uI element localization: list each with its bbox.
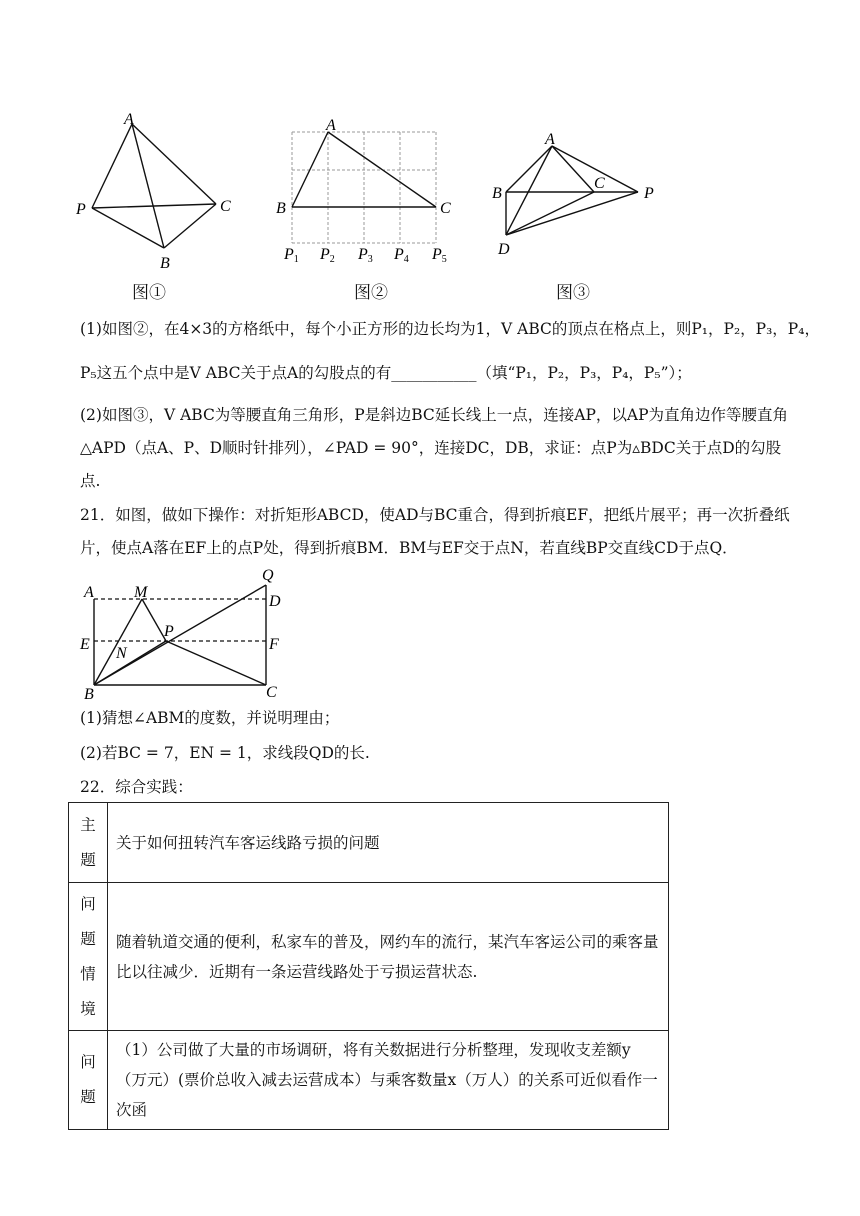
label-D: D: [498, 241, 510, 258]
label-P5: P5: [432, 246, 447, 265]
figure-2-caption: 图②: [354, 283, 388, 303]
q21-line2: 片，使点A落在EF上的点P处，得到折痕BM．BM与EF交于点N，若直线BP交直线CD于点Q．: [80, 539, 738, 557]
figure-1-caption: 图①: [132, 283, 166, 303]
label-D: D: [269, 593, 281, 610]
label-B: B: [492, 185, 502, 202]
figure-21: [76, 563, 286, 703]
row-head: 主 题: [69, 803, 108, 883]
label-P4: P4: [394, 246, 409, 265]
label-A: A: [326, 117, 336, 134]
q20-part1-line2: P₅这五个点中是V ABC关于点A的勾股点的有___________（填“P₁，P₂，P₃，P₄，P₅”）；: [80, 364, 692, 382]
figure-2: [270, 108, 470, 273]
q20-part2-line3: 点.: [80, 472, 101, 490]
q21-line1: 21．如图，做如下操作：对折矩形ABCD，使AD与BC重合，得到折痕EF，把纸片展平；再一次折叠纸: [80, 506, 790, 524]
label-F: F: [269, 636, 279, 653]
figure-1: [70, 108, 250, 273]
table-row: [69, 803, 669, 883]
label-A: A: [84, 584, 94, 601]
label-A: A: [545, 131, 555, 148]
label-N: N: [116, 645, 127, 662]
label-Q: Q: [262, 567, 274, 584]
label-C: C: [266, 684, 277, 701]
q22-table: [68, 802, 669, 1130]
table-row: [69, 1031, 669, 1130]
label-E: E: [80, 636, 90, 653]
row-head: 问 题 情 境: [69, 883, 108, 1031]
label-P: P: [644, 185, 654, 202]
q20-part2-line1: (2)如图③，V ABC为等腰直角三角形，P是斜边BC延长线上一点，连接AP，以AP为直角边作等腰直角: [80, 406, 789, 424]
q21-part1: (1)猜想∠ABM的度数，并说明理由；: [80, 709, 340, 727]
label-P2: P2: [320, 246, 335, 265]
label-C: C: [220, 198, 231, 215]
row-body: 关于如何扭转汽车客运线路亏损的问题: [108, 803, 669, 883]
q21-part2: (2)若BC = 7，EN = 1，求线段QD的长.: [80, 744, 370, 762]
label-P: P: [164, 623, 174, 640]
label-A: A: [124, 111, 134, 128]
figure-3-caption: 图③: [556, 283, 590, 303]
table-row: [69, 883, 669, 1031]
label-P1: P1: [284, 246, 299, 265]
label-P3: P3: [358, 246, 373, 265]
row-head: 问 题: [69, 1031, 108, 1130]
figure-3: [488, 122, 668, 262]
row-body: （1）公司做了大量的市场调研，将有关数据进行分析整理，发现收支差额y（万元）(票价总收入减去运营成本）与乘客数量x（万人）的关系可近似看作一次函: [108, 1031, 669, 1130]
label-C: C: [594, 175, 605, 192]
q20-part1-line1: (1)如图②，在4×3的方格纸中，每个小正方形的边长均为1，V ABC的顶点在格点上，则P₁，P₂，P₃，P₄，: [80, 320, 820, 338]
label-B: B: [276, 200, 286, 217]
label-C: C: [440, 200, 451, 217]
label-B: B: [160, 255, 170, 272]
q22-title: 22．综合实践：: [80, 778, 193, 796]
label-B: B: [84, 686, 94, 703]
label-M: M: [134, 584, 148, 601]
label-P: P: [76, 201, 86, 218]
row-body: 随着轨道交通的便利，私家车的普及，网约车的流行，某汽车客运公司的乘客量比以往减少．近期有一条运营线路处于亏损运营状态.: [108, 883, 669, 1031]
q20-part2-line2: △APD（点A、P、D顺时针排列），∠PAD = 90°，连接DC，DB，求证：点P为▵BDC关于点D的勾股: [80, 439, 782, 457]
